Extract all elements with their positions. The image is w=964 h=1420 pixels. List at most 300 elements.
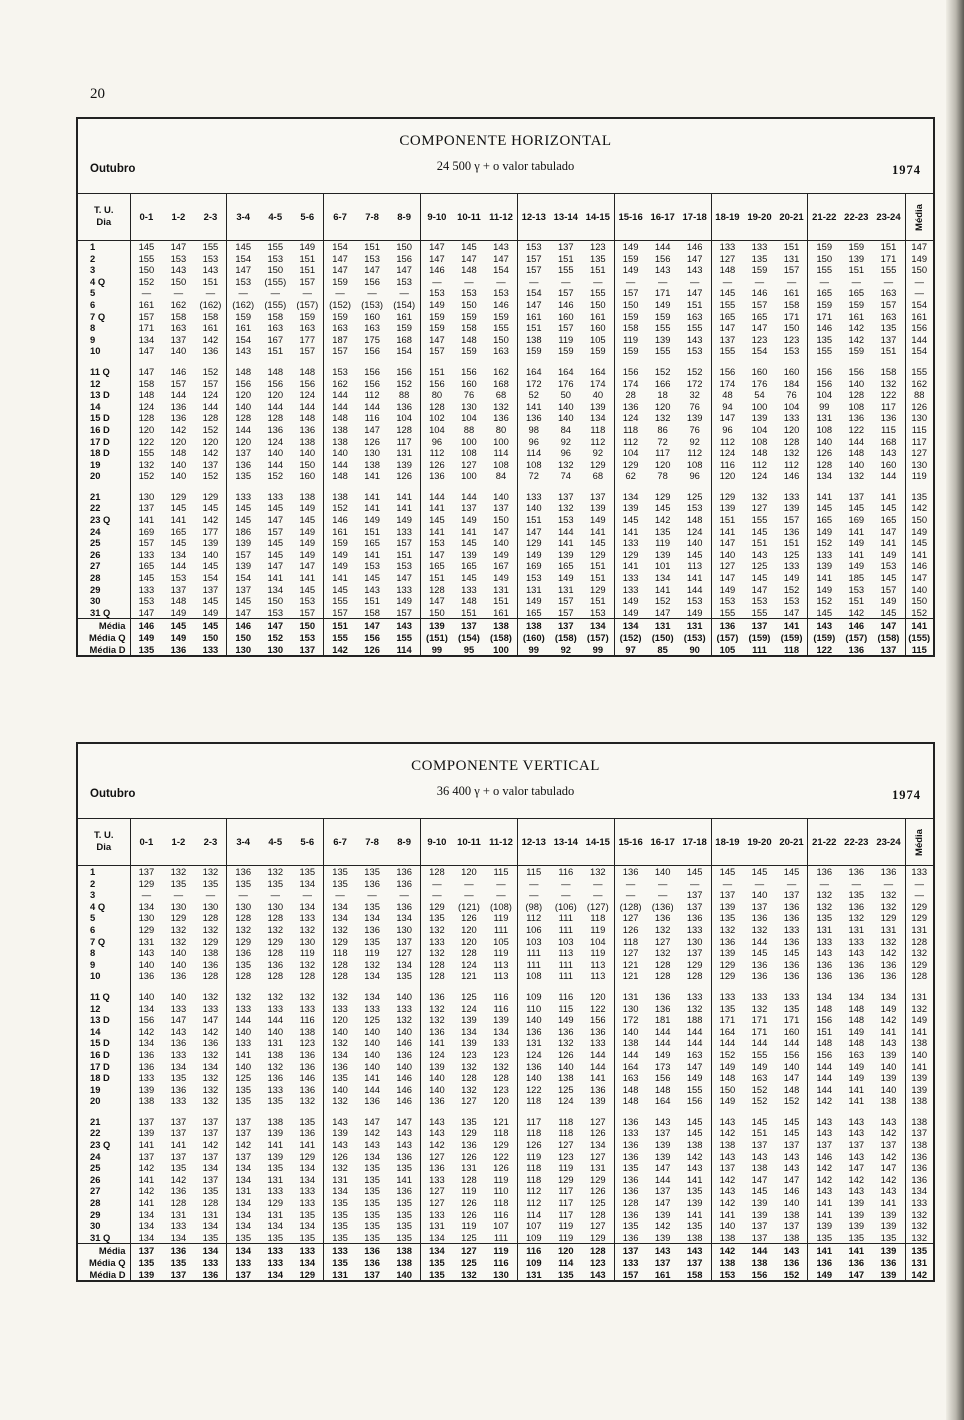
value-cell: 163: [686, 310, 703, 322]
value-cell: 152: [324, 502, 356, 514]
day-cell: 20: [90, 1095, 101, 1107]
value-cell: 132: [880, 377, 897, 389]
value-cell: 132: [324, 1162, 356, 1174]
summary-value: 136: [356, 1244, 388, 1257]
value-cell: 163: [324, 322, 356, 334]
value-cell: 143: [421, 1127, 453, 1139]
value-cell: 142: [202, 1025, 219, 1037]
summary-value: 141: [840, 1244, 872, 1257]
summary-row: [78, 1257, 933, 1269]
value-cell: 128: [461, 947, 477, 959]
value-cell: 153: [130, 595, 162, 607]
summary-value: 138: [711, 1257, 743, 1269]
spacer-cell: [905, 982, 933, 991]
value-cell: 156: [364, 345, 380, 357]
value-cell: 159: [324, 537, 356, 549]
value-cell: 147: [324, 264, 356, 276]
value-cell: 154: [227, 572, 259, 584]
value-cell: 165: [130, 560, 162, 572]
table-row: [78, 389, 933, 401]
value-cell: 135: [880, 1231, 897, 1243]
value-cell: 104: [783, 400, 800, 412]
value-cell: 153: [421, 537, 453, 549]
value-cell: 149: [614, 241, 646, 253]
value-cell: 104: [808, 389, 840, 401]
value-cell: 147: [461, 252, 477, 264]
value-cell: 151: [783, 241, 800, 252]
day-cell: 21: [90, 490, 101, 502]
value-cell: 147: [751, 322, 768, 334]
value-cell: 133: [421, 1209, 453, 1221]
value-cell: 134: [227, 1162, 259, 1174]
value-cell: 145: [783, 1127, 800, 1139]
value-cell: 141: [848, 525, 865, 537]
value-cell: 169: [130, 526, 162, 538]
value-cell: 148: [170, 595, 187, 607]
value-cell: 149: [299, 241, 316, 252]
value-cell: 142: [808, 1162, 840, 1174]
table-row: [78, 276, 933, 288]
tu-label: T. U.: [93, 205, 114, 216]
value-cell: 110: [493, 1185, 509, 1197]
value-cell: 131: [808, 924, 840, 936]
value-cell: 128: [227, 912, 259, 924]
value-cell: 152: [808, 595, 840, 607]
table-row: [78, 1232, 933, 1244]
summary-value: 120: [550, 1244, 582, 1257]
value-cell: 147: [783, 1072, 800, 1084]
day-cell: 16 D: [90, 1048, 110, 1060]
value-cell: 131: [808, 412, 840, 424]
hour-header: 21-22: [808, 194, 840, 241]
value-cell: 157: [557, 287, 574, 299]
value-cell: 105: [493, 935, 509, 947]
day-cell: 22: [90, 1127, 101, 1139]
value-cell: 145: [751, 947, 768, 959]
value-cell: 147: [421, 595, 453, 607]
value-cell: 140: [130, 959, 162, 971]
summary-value: 90: [689, 643, 700, 655]
summary-value: 134: [582, 619, 614, 632]
value-cell: 163: [299, 322, 316, 334]
value-cell: 140: [202, 548, 219, 560]
value-cell: 137: [170, 583, 187, 595]
mean-cell: 150: [905, 264, 933, 276]
mean-cell: 142: [905, 502, 933, 514]
value-cell: 155: [202, 241, 219, 252]
summary-value: 138: [396, 1257, 412, 1268]
value-cell: 132: [493, 400, 509, 412]
value-cell: 153: [686, 345, 703, 357]
value-cell: 136: [614, 1209, 646, 1221]
day-cell: 6: [90, 923, 96, 935]
summary-value: 136: [711, 619, 743, 632]
value-cell: 142: [808, 1174, 840, 1186]
value-cell: 135: [170, 1072, 187, 1084]
value-cell: 133: [227, 1003, 259, 1015]
value-cell: 136: [808, 959, 840, 971]
value-cell: 159: [493, 310, 509, 322]
value-cell: 159: [614, 311, 646, 323]
value-cell: 158: [170, 310, 187, 322]
value-cell: 119: [558, 1231, 574, 1243]
value-cell: 131: [493, 583, 509, 595]
day-cell: 15 D: [90, 1037, 110, 1049]
table-row: [78, 878, 933, 890]
value-cell: 137: [130, 502, 162, 514]
value-cell: 124: [557, 1095, 574, 1107]
value-cell: 132: [654, 412, 671, 424]
day-cell: 23 Q: [90, 1139, 111, 1151]
value-cell: —: [496, 877, 506, 889]
day-cell: 26: [90, 548, 101, 560]
value-cell: 139: [686, 1197, 703, 1209]
value-cell: 137: [751, 1231, 768, 1243]
hour-header: 9-10: [421, 194, 453, 241]
value-cell: (155): [264, 275, 287, 287]
value-cell: 140: [517, 502, 549, 514]
value-cell: 129: [880, 912, 897, 924]
value-cell: 122: [517, 1084, 549, 1096]
mean-cell: 146: [905, 560, 933, 572]
value-cell: 145: [686, 866, 703, 877]
value-cell: 138: [202, 947, 219, 959]
value-cell: —: [496, 889, 506, 901]
value-cell: 151: [202, 275, 219, 287]
value-cell: 143: [880, 447, 897, 459]
value-cell: 145: [227, 241, 259, 253]
summary-mean: 135: [905, 1244, 933, 1257]
value-cell: 122: [590, 1002, 606, 1014]
value-cell: 155: [808, 264, 840, 276]
value-cell: 135: [299, 866, 316, 877]
value-cell: 141: [170, 1139, 187, 1151]
table-row: [78, 1220, 933, 1232]
value-cell: 134: [130, 1209, 162, 1221]
value-cell: 145: [324, 584, 356, 596]
value-cell: 173: [654, 1060, 671, 1072]
value-cell: 132: [686, 1002, 703, 1014]
value-cell: 104: [590, 935, 606, 947]
value-cell: 151: [421, 572, 453, 584]
value-cell: 134: [396, 958, 412, 970]
value-cell: 149: [751, 1060, 768, 1072]
value-cell: 112: [614, 436, 646, 448]
value-cell: 110: [517, 1003, 549, 1015]
value-cell: —: [883, 275, 894, 287]
value-cell: 136: [202, 345, 219, 357]
value-cell: 117: [558, 1208, 574, 1220]
value-cell: 165: [557, 560, 574, 572]
summary-value: 141: [808, 1244, 840, 1257]
value-cell: 136: [396, 877, 412, 889]
value-cell: 135: [364, 1197, 380, 1209]
value-cell: 139: [654, 333, 671, 345]
value-cell: 144: [848, 435, 865, 447]
value-cell: 135: [324, 866, 356, 878]
table-row: [78, 936, 933, 948]
value-cell: (136): [651, 900, 674, 912]
value-cell: 146: [396, 1083, 412, 1095]
value-cell: 129: [170, 490, 187, 502]
value-cell: 96: [421, 436, 453, 448]
value-cell: 150: [808, 253, 840, 265]
value-cell: 128: [130, 412, 162, 424]
value-cell: 159: [751, 264, 768, 276]
summary-value: 134: [227, 1244, 259, 1257]
value-cell: 136: [880, 866, 897, 877]
summary-value: 131: [679, 619, 711, 632]
value-cell: 134: [324, 912, 356, 924]
value-cell: 136: [170, 400, 187, 412]
value-cell: 120: [227, 389, 259, 401]
value-cell: —: [227, 287, 259, 299]
table-row: [78, 1174, 933, 1186]
value-cell: 149: [299, 537, 316, 549]
value-cell: 96: [689, 470, 700, 482]
value-cell: 137: [170, 1127, 187, 1139]
value-cell: 140: [848, 458, 865, 470]
horizontal-header: [78, 119, 933, 194]
mean-cell: 88: [905, 389, 933, 401]
value-cell: —: [657, 877, 668, 889]
value-cell: 156: [808, 366, 840, 378]
value-cell: 141: [364, 548, 380, 560]
value-cell: 140: [227, 1026, 259, 1038]
value-cell: 137: [711, 1162, 743, 1174]
value-cell: 68: [495, 389, 507, 401]
day-cell: 7 Q: [90, 935, 106, 947]
value-cell: 156: [686, 1095, 703, 1107]
value-cell: 142: [227, 1139, 259, 1151]
value-cell: 127: [396, 947, 412, 959]
value-cell: 156: [461, 365, 477, 377]
value-cell: 138: [557, 1072, 574, 1084]
value-cell: 132: [130, 459, 162, 471]
value-cell: —: [227, 889, 259, 901]
mean-cell: 130: [905, 459, 933, 471]
value-cell: —: [561, 889, 571, 901]
value-cell: 139: [396, 458, 412, 470]
value-cell: 147: [421, 334, 453, 346]
summary-row: [78, 1244, 933, 1257]
value-cell: 134: [421, 1232, 453, 1244]
value-cell: 133: [421, 936, 453, 948]
value-cell: 128: [421, 401, 453, 413]
value-cell: 129: [557, 1173, 574, 1185]
value-cell: 139: [848, 252, 865, 264]
value-cell: 129: [324, 936, 356, 948]
value-cell: 149: [808, 584, 840, 596]
day-cell: 30: [90, 595, 101, 607]
value-cell: 127: [461, 458, 477, 470]
page-number: 20: [90, 86, 105, 102]
value-cell: 139: [751, 1197, 768, 1209]
summary-value: (159): [780, 632, 803, 643]
value-cell: 133: [299, 1002, 316, 1014]
value-cell: 135: [396, 1197, 412, 1209]
value-cell: 145: [880, 606, 897, 618]
value-cell: 146: [808, 322, 840, 334]
table-row: [78, 1197, 933, 1209]
summary-value: 118: [783, 643, 800, 655]
table-row: [78, 514, 933, 526]
summary-mean: (155): [905, 632, 933, 644]
value-cell: 157: [421, 345, 453, 357]
value-cell: 149: [324, 560, 356, 572]
table-row: [78, 959, 933, 971]
value-cell: 149: [421, 299, 453, 311]
value-cell: —: [464, 889, 474, 901]
value-cell: 135: [808, 1232, 840, 1244]
value-cell: 84: [495, 470, 507, 482]
value-cell: 143: [808, 1185, 840, 1197]
value-cell: 111: [493, 1231, 509, 1243]
value-cell: 142: [654, 1220, 671, 1232]
hour-header: 17-18: [679, 819, 711, 866]
tu-label: T. U.: [93, 830, 114, 841]
value-cell: 141: [396, 502, 412, 514]
value-cell: 141: [364, 470, 380, 482]
value-cell: 165: [808, 287, 840, 299]
value-cell: 164: [711, 1026, 743, 1038]
value-cell: 126: [396, 470, 412, 482]
value-cell: 140: [364, 1037, 380, 1049]
value-cell: 128: [421, 866, 453, 878]
value-cell: 140: [227, 1061, 259, 1073]
value-cell: 163: [751, 1072, 768, 1084]
value-cell: 113: [590, 958, 606, 970]
value-cell: 156: [654, 1072, 671, 1084]
value-cell: 150: [783, 322, 800, 334]
value-cell: 135: [654, 525, 671, 537]
value-cell: 140: [711, 1220, 743, 1232]
summary-value: 136: [170, 643, 187, 655]
value-cell: 168: [493, 377, 509, 389]
value-cell: 144: [267, 458, 284, 470]
summary-value: 132: [461, 1268, 477, 1280]
value-cell: —: [464, 877, 474, 889]
mean-cell: 128: [905, 936, 933, 948]
value-cell: 156: [808, 1014, 840, 1026]
value-cell: 153: [751, 595, 768, 607]
day-cell: 25: [90, 1162, 101, 1174]
value-cell: 137: [783, 1220, 800, 1232]
value-cell: 159: [461, 345, 477, 357]
value-cell: 131: [590, 1162, 606, 1174]
value-cell: 144: [461, 490, 477, 502]
value-cell: 148: [751, 447, 768, 459]
group-spacer: [78, 482, 933, 491]
value-cell: 132: [324, 991, 356, 1003]
value-cell: 149: [654, 1048, 671, 1060]
value-cell: 147: [711, 322, 743, 334]
summary-value: (157): [845, 632, 868, 643]
value-cell: 145: [227, 595, 259, 607]
value-cell: —: [517, 878, 549, 890]
summary-value: 152: [783, 1268, 800, 1280]
value-cell: 146: [493, 298, 509, 310]
value-cell: 136: [170, 1185, 187, 1197]
value-cell: 133: [267, 1185, 284, 1197]
summary-value: 139: [130, 1269, 162, 1281]
value-cell: 100: [461, 435, 477, 447]
value-cell: 143: [686, 264, 703, 276]
value-cell: 160: [783, 365, 800, 377]
value-cell: 142: [848, 606, 865, 618]
value-cell: 136: [396, 866, 412, 877]
value-cell: 143: [227, 345, 259, 357]
value-cell: 117: [396, 435, 412, 447]
day-cell: 19: [90, 458, 101, 470]
value-cell: 149: [848, 537, 865, 549]
summary-value: 130: [227, 644, 259, 656]
value-cell: 136: [614, 401, 646, 413]
summary-value: 149: [170, 632, 187, 643]
value-cell: 137: [557, 241, 574, 252]
value-cell: 172: [517, 378, 549, 390]
hour-header: 3-4: [227, 194, 259, 241]
value-cell: 134: [364, 1150, 380, 1162]
value-cell: 122: [880, 389, 897, 401]
value-cell: 130: [461, 400, 477, 412]
value-cell: 127: [711, 560, 743, 572]
value-cell: 144: [654, 241, 671, 252]
value-cell: 149: [299, 525, 316, 537]
value-cell: 133: [267, 490, 284, 502]
value-cell: —: [561, 877, 571, 889]
value-cell: 135: [267, 1231, 284, 1243]
summary-value: 137: [130, 1244, 162, 1257]
value-cell: 108: [686, 458, 703, 470]
value-cell: 167: [493, 560, 509, 572]
mean-cell: 140: [905, 1049, 933, 1061]
mean-header: [905, 194, 933, 241]
value-cell: 119: [493, 1173, 509, 1185]
value-cell: 134: [364, 970, 380, 982]
mean-cell: 154: [905, 299, 933, 311]
value-cell: 136: [493, 412, 509, 424]
value-cell: 129: [654, 490, 671, 502]
value-cell: 139: [202, 537, 219, 549]
mean-cell: 132: [905, 1220, 933, 1232]
summary-value: 133: [291, 1244, 323, 1257]
value-cell: 159: [461, 310, 477, 322]
value-cell: 137: [711, 334, 743, 346]
table-row: [78, 970, 933, 982]
value-cell: 152: [202, 365, 219, 377]
value-cell: 141: [364, 490, 380, 502]
value-cell: 140: [170, 345, 187, 357]
value-cell: 165: [170, 525, 187, 537]
spacer-cell: [227, 1107, 324, 1116]
value-cell: 116: [299, 1014, 315, 1026]
value-cell: 161: [517, 311, 549, 323]
hour-header: 23-24: [872, 194, 905, 241]
table-row: [78, 1037, 933, 1049]
value-cell: 157: [880, 298, 897, 310]
value-cell: 155: [808, 345, 840, 357]
value-cell: 119: [558, 333, 574, 345]
value-cell: 171: [783, 310, 800, 322]
day-cell: 3: [90, 264, 96, 276]
value-cell: 147: [686, 287, 703, 299]
value-cell: 108: [848, 400, 865, 412]
value-cell: 131: [396, 447, 412, 459]
value-cell: 40: [592, 389, 604, 401]
value-cell: 125: [590, 1197, 606, 1209]
mean-cell: 162: [905, 378, 933, 390]
